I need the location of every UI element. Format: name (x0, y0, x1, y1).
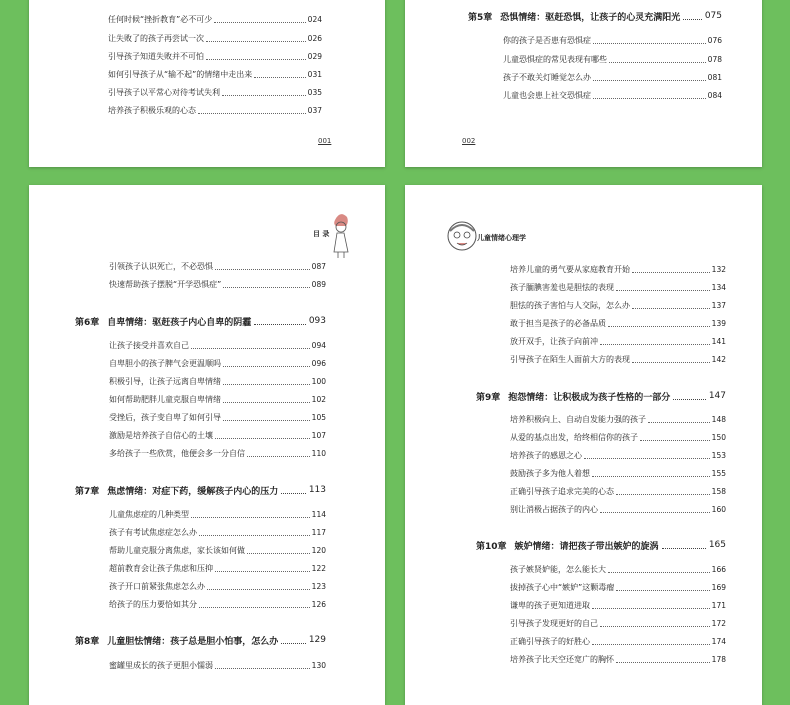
toc-entry[interactable]: 儿童焦虑症的几种类型 114 (109, 509, 326, 519)
toc-entry[interactable]: 蜜罐里成长的孩子更胆小懦弱 130 (109, 660, 326, 670)
toc-entry[interactable]: 如何引导孩子从“输不起”的情绪中走出来 031 (108, 69, 322, 79)
toc-entry[interactable]: 你的孩子是否患有恐惧症 076 (503, 35, 722, 45)
toc-entry[interactable]: 正确引导孩子的好胜心 174 (510, 636, 726, 646)
toc-entry[interactable]: 帮助儿童克服分离焦虑，家长该如何做 120 (109, 545, 326, 555)
page-number: 001 (318, 137, 332, 145)
little-girl-illustration (329, 212, 351, 258)
toc-entry[interactable]: 儿童也会患上社交恐惧症 084 (503, 90, 722, 100)
toc-entry[interactable]: 孩子开口前紧张焦虑怎么办 123 (109, 581, 326, 591)
toc-entry[interactable]: 孩子有考试焦虑症怎么办 117 (109, 527, 326, 537)
chapter-heading[interactable]: 第9章 抱怨情绪：让积极成为孩子性格的一部分 147 (476, 391, 726, 403)
chapter-heading[interactable]: 第5章 恐惧情绪：驱赶恐惧，让孩子的心灵充满阳光 075 (468, 11, 722, 23)
book-page-bottom-left (29, 185, 385, 705)
toc-entry[interactable]: 胆怯的孩子害怕与人交际，怎么办 137 (510, 300, 726, 310)
toc-entry[interactable]: 培养孩子积极乐观的心态 037 (108, 105, 322, 115)
chapter-heading[interactable]: 第8章 儿童胆怯情绪：孩子总是胆小怕事，怎么办 129 (75, 635, 326, 647)
toc-entry[interactable]: 让孩子接受并喜欢自己 094 (109, 340, 326, 350)
toc-entry[interactable]: 受挫后，孩子变自卑了如何引导 105 (109, 412, 326, 422)
toc-entry[interactable]: 超前教育会让孩子焦虑和压抑 122 (109, 563, 326, 573)
toc-entry[interactable]: 引导孩子在陌生人面前大方的表现 142 (510, 354, 726, 364)
toc-entry[interactable]: 放开双手，让孩子向前冲 141 (510, 336, 726, 346)
toc-entry[interactable]: 如何帮助肥胖儿童克服自卑情绪 102 (109, 394, 326, 404)
toc-entry[interactable]: 引领孩子认识死亡，不必恐惧 087 (109, 261, 326, 271)
toc-entry[interactable]: 孩子不敢关灯睡觉怎么办 081 (503, 72, 722, 82)
book-page-top-left (29, 0, 385, 167)
toc-entry[interactable]: 激励是培养孩子自信心的土壤 107 (109, 430, 326, 440)
toc-entry[interactable]: 谦卑的孩子更知道进取 171 (510, 600, 726, 610)
page-number: 002 (462, 137, 476, 145)
toc-entry[interactable]: 孩子腼腆害羞也是胆怯的表现 134 (510, 282, 726, 292)
toc-entry[interactable]: 积极引导，让孩子远离自卑情绪 100 (109, 376, 326, 386)
toc-entry[interactable]: 从爱的基点出发，给终相信你的孩子 150 (510, 432, 726, 442)
toc-entry[interactable]: 给孩子的压力要恰如其分 126 (109, 599, 326, 609)
toc-entry[interactable]: 培养孩子的感恩之心 153 (510, 450, 726, 460)
toc-entry[interactable]: 培养儿童的勇气要从家庭教育开始 132 (510, 264, 726, 274)
book-page-bottom-right (405, 185, 762, 705)
chapter-heading[interactable]: 第6章 自卑情绪：驱赶孩子内心自卑的阴霾 093 (75, 316, 326, 328)
toc-entry[interactable]: 敢于担当是孩子的必备品质 139 (510, 318, 726, 328)
toc-entry[interactable]: 别让消极占据孩子的内心 160 (510, 504, 726, 514)
chapter-heading[interactable]: 第7章 焦虑情绪：对症下药，缓解孩子内心的压力 113 (75, 485, 326, 497)
toc-entry[interactable]: 培养孩子比天空还宽广的胸怀 178 (510, 654, 726, 664)
toc-entry[interactable]: 拔掉孩子心中“嫉妒”这颗毒瘤 169 (510, 582, 726, 592)
toc-entry[interactable]: 让失败了的孩子再尝试一次 026 (108, 33, 322, 43)
running-header: 儿童情绪心理学 (477, 234, 526, 242)
toc-entry[interactable]: 引导孩子以平常心对待考试失利 035 (108, 87, 322, 97)
toc-entry[interactable]: 自卑胆小的孩子脾气会更温顺吗 096 (109, 358, 326, 368)
boy-face-illustration (445, 219, 479, 253)
running-header: 目 录 (313, 230, 330, 238)
toc-entry[interactable]: 儿童恐惧症的常见表现有哪些 078 (503, 54, 722, 64)
toc-entry[interactable]: 鼓励孩子多为他人着想 155 (510, 468, 726, 478)
toc-entry[interactable]: 多给孩子一些欣赏，他便会多一分自信 110 (109, 448, 326, 458)
chapter-heading[interactable]: 第10章 嫉妒情绪：请把孩子带出嫉妒的旋涡 165 (476, 540, 726, 552)
toc-entry[interactable]: 任何时候“挫折教育”必不可少 024 (108, 14, 322, 24)
toc-entry[interactable]: 快速帮助孩子摆脱“开学恐惧症” 089 (109, 279, 326, 289)
toc-entry[interactable]: 孩子嫉贤妒能，怎么能长大 166 (510, 564, 726, 574)
toc-entry[interactable]: 引导孩子知道失败并不可怕 029 (108, 51, 322, 61)
book-page-top-right (405, 0, 762, 167)
toc-entry[interactable]: 引导孩子发现更好的自己 172 (510, 618, 726, 628)
toc-entry[interactable]: 培养积极向上、自动自发能力强的孩子 148 (510, 414, 726, 424)
toc-entry[interactable]: 正确引导孩子追求完美的心态 158 (510, 486, 726, 496)
